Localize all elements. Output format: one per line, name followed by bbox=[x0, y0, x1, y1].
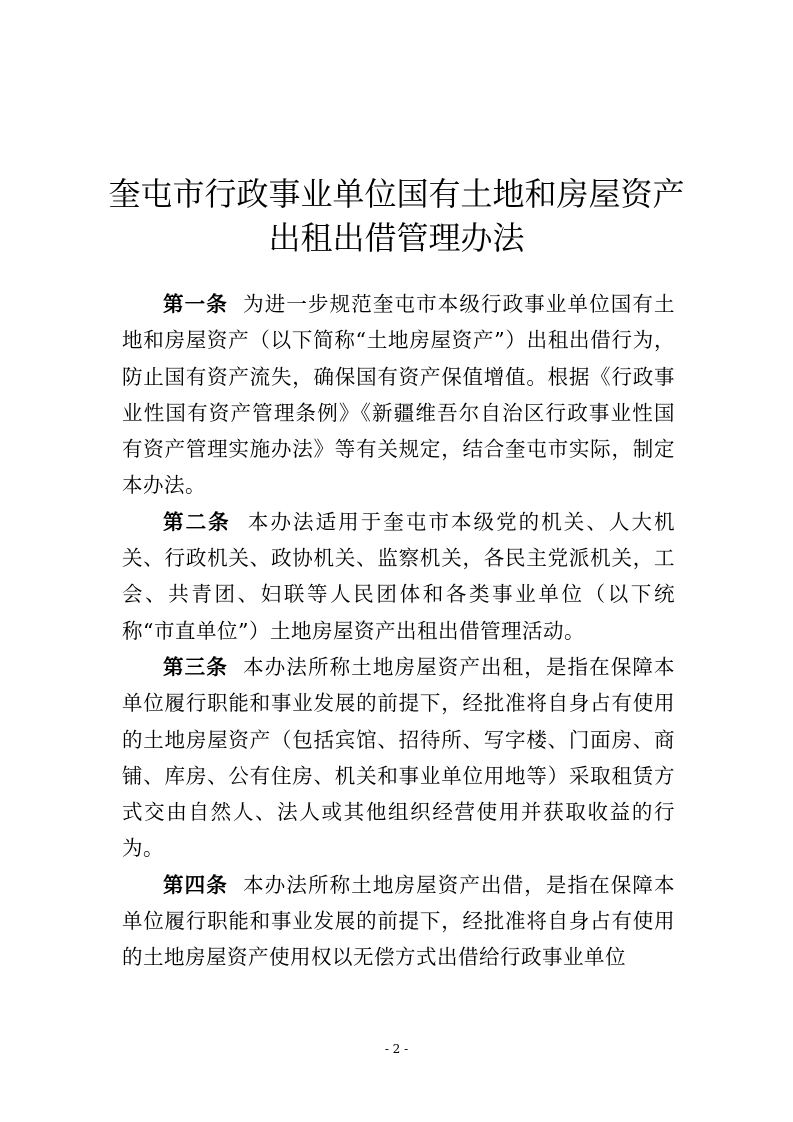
article-label: 第三条 bbox=[163, 654, 228, 679]
article-label: 第二条 bbox=[163, 509, 231, 534]
article-text: 本办法适用于奎屯市本级党的机关、人大机关、行政机关、政协机关、监察机关，各民主党派机关，工会、共青团、妇联等人民团体和各类事业单位（以下统称“市直单位”）土地房屋资产出租出借管理活动。 bbox=[122, 509, 676, 643]
article-3 bbox=[122, 649, 675, 867]
document-title bbox=[90, 172, 703, 260]
article-label: 第一条 bbox=[163, 292, 228, 316]
article-label: 第四条 bbox=[163, 872, 228, 897]
document-body bbox=[122, 286, 675, 976]
article-1 bbox=[122, 286, 675, 504]
article-text: 本办法所称土地房屋资产出租，是指在保障本单位履行职能和事业发展的前提下，经批准将自身占有使用的土地房屋资产（包括宾馆、招待所、写字楼、门面房、商铺、库房、公有住房、机关和事业单位用地等）采取租赁方式交由自然人、法人或其他组织经营使用并获取收益的行为。 bbox=[122, 654, 675, 861]
article-text: 本办法所称土地房屋资产出借，是指在保障本单位履行职能和事业发展的前提下，经批准将自身占有使用的土地房屋资产使用权以无偿方式出借给行政事业单位 bbox=[122, 872, 675, 970]
article-4 bbox=[122, 867, 675, 976]
article-text: 为进一步规范奎屯市本级行政事业单位国有土地和房屋资产（以下简称“土地房屋资产”）出租出借行为，防止国有资产流失，确保国有资产保值增值。根据《行政事业性国有资产管理条例》《新疆维吾尔自治区行政事业性国有资产管理实施办法》等有关规定，结合奎屯市实际，制定本办法。 bbox=[122, 292, 675, 498]
article-2 bbox=[122, 504, 675, 649]
title-line-2: 出租出借管理办法 bbox=[268, 219, 525, 257]
page-number: - 2 - bbox=[384, 1042, 409, 1056]
title-line-1: 奎屯市行政事业单位国有土地和房屋资产 bbox=[108, 175, 685, 213]
